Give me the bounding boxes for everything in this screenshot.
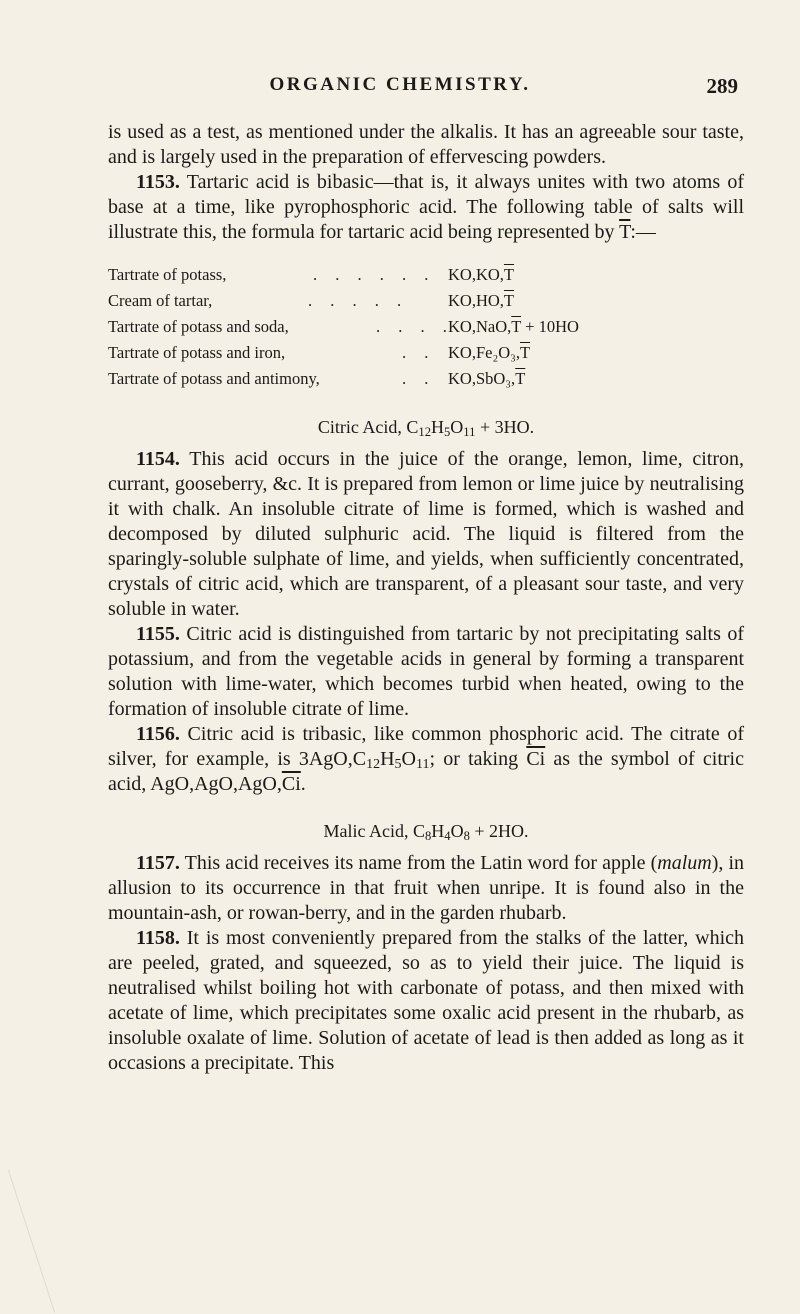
heading-text: H [431,417,444,437]
salt-name: Tartrate of potass and soda, [108,317,289,336]
paragraph-text: . [300,773,306,795]
paragraph-1158 [108,926,744,1076]
table-row [108,315,744,339]
tartaric-symbol: $\overline{T}$ [619,221,631,243]
heading-text: O [450,417,464,437]
section-heading-malic [108,819,744,843]
salt-formula [448,341,530,365]
subscript: 5 [394,757,402,772]
salt-name: Tartrate of potass and antimony, [108,369,320,388]
subscript: 5 [444,425,451,439]
salt-name: Tartrate of potass and iron, [108,343,286,362]
paragraph-number: 1157. [136,852,180,874]
paragraph-1154 [108,447,744,622]
paragraph-1157 [108,851,744,926]
heading-text: H [431,821,445,841]
paragraph-text: Tartaric acid is bibasic—that is, it always unites with two atoms of base at a time, like pyrophosphoric acid. The following table of salts will illustrate this, the formula for tartaric acid being represented by [108,171,745,243]
paragraph-text: ), in allusion to its occurrence in that fruit when unripe. It is found also in the mountain-ash, or rowan-berry, and in the garden rhubarb. [108,852,745,924]
paragraph-number: 1154. [136,448,180,470]
citric-symbol: $\overline{Ci}$ [281,773,301,795]
heading-text: O [450,821,464,841]
paragraph-intro: is used as a test, as mentioned under the alkalis. It has an agreeable sour taste, and is largely used in the preparation of effervescing powders. [108,121,744,168]
formula-suffix: + 10HO [521,317,579,336]
paragraph-text-end: :— [630,221,656,243]
paragraph-text: It is most conveniently prepared from the stalks of the latter, which are peeled, grated, and squeezed, so as to yield their juice. The liquid is neutralised whilst boiling hot with carbonate of potass, and then mixed with acetate of lime, which precipitates some oxalic acid present in the rhubarb, as insoluble oxalate of lime. Solution of acetate of lead is then added as long as it occasions a precipitate. This [108,927,745,1074]
salt-formula [448,367,525,391]
salts-table [108,259,744,391]
formula-text: O [401,748,416,770]
latin-word: malum [657,852,712,874]
tartaric-symbol: $\overline{T}$ [515,369,526,388]
subscript: 11 [463,425,476,439]
paragraph-1153 [108,170,744,245]
paragraph-1155 [108,622,744,722]
dot-leader: . . [402,343,436,362]
paragraph-text: ; or taking [429,748,527,770]
salt-name: Cream of tartar, [108,291,213,310]
subscript: 8 [463,829,470,843]
formula-text: KO,HO, [448,291,504,310]
section-heading-citric [108,415,744,439]
dot-leader: . . . . . . [313,265,436,284]
paragraph-text: This acid occurs in the juice of the orange, lemon, lime, citron, currant, gooseberry, &c. It is prepared from lemon or lime juice by neutralising it with chalk. An insoluble citrate of lime is formed, which is washed and decomposed by diluted sulphuric acid. The liquid is filtered from the sparingly-soluble sulphate of lime, and yields, when sufficiently concentrated, crystals of citric acid, which are transparent, of a pleasant sour taste, and very soluble in water. [108,448,744,620]
salt-name: Tartrate of potass, [108,265,227,284]
salt-formula [448,315,579,339]
subscript: 11 [416,757,430,772]
subscript: 8 [424,829,432,843]
tartaric-symbol: $\overline{T}$ [503,291,515,310]
tartaric-symbol: $\overline{T}$ [503,265,515,284]
paragraph-1156 [108,722,744,797]
table-row [108,289,744,313]
running-head [0,74,800,104]
paragraph-text: Citric acid is distinguished from tartaric by not precipitating salts of potassium, and from the vegetable acids in general by forming a transparent solution with lime-water, which becomes turbid when heated, owing to the formation of insoluble citrate of lime. [108,623,745,720]
paper-crease [8,1157,93,1312]
running-title: ORGANIC CHEMISTRY. [269,74,531,95]
tartaric-symbol: $\overline{T}$ [511,317,522,336]
paragraph-number: 1155. [136,623,180,645]
heading-text: + 2HO. [469,821,529,841]
paragraph-number: 1156. [136,723,180,745]
formula-text: KO,NaO, [448,317,512,336]
dot-leader: . . . . . [308,291,409,310]
heading-text: Citric Acid, C [317,417,419,437]
formula-text: KO,KO, [448,265,504,284]
dot-leader: . . . . [376,317,454,336]
subscript: 12 [418,425,431,439]
subscript: 12 [366,757,381,772]
tartaric-symbol: $\overline{T}$ [520,343,531,362]
table-row [108,263,744,287]
salt-formula [448,289,514,313]
table-row [108,367,744,391]
salt-formula [448,263,514,287]
page-number: 289 [706,74,738,98]
heading-text: + 3HO. [475,417,535,437]
paragraph-number: 1158. [136,927,180,949]
dot-leader: . . [402,369,436,388]
formula-text: KO,SbO₃, [448,369,516,388]
paragraph-text: as the symbol of citric acid, AgO,AgO,AgO, [108,748,744,795]
page-body [108,120,744,1076]
subscript: 4 [444,829,451,843]
paragraph-text: This acid receives its name from the Latin word for apple ( [184,852,658,874]
table-row [108,341,744,365]
paragraph-text: Citric acid is tribasic, like common phosphoric acid. The citrate of silver, for example, is 3AgO,C [108,723,744,770]
formula-text: H [380,748,395,770]
formula-text: KO,Fe₂O₃, [448,343,521,362]
citric-symbol: $\overline{Ci}$ [526,748,546,770]
heading-text: Malic Acid, C [323,821,425,841]
paragraph-number: 1153. [136,171,180,193]
